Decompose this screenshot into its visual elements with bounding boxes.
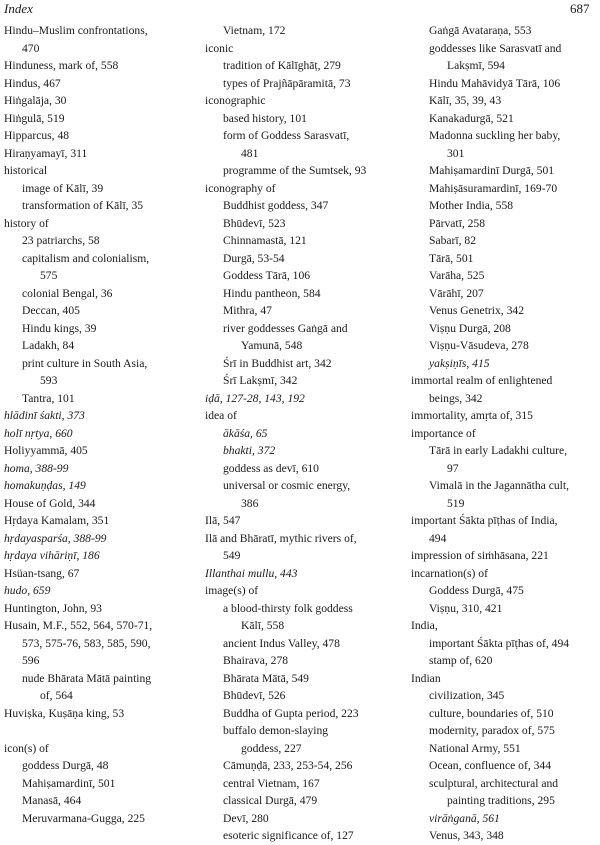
index-subentry: Meruvarmana-Gugga, 225: [22, 811, 145, 825]
entry-gap: [4, 722, 192, 740]
index-subentry: image of Kālī, 39: [22, 181, 104, 195]
index-entry: Hinduness, mark of, 558: [4, 59, 119, 72]
index-subentry: central Vietnam, 167: [223, 776, 320, 790]
index-subentry: Kālī, 35, 39, 43: [429, 94, 502, 107]
index-subentry: Bhārata Mātā, 549: [223, 671, 309, 685]
index-subentry: a blood-thirsty folk goddess: [223, 601, 353, 615]
index-subentry: Mahiṣāsuramardinī, 169-70: [429, 181, 558, 195]
running-header: Index: [4, 1, 33, 16]
index-entry-continuation: 596: [22, 654, 40, 667]
index-entry-continuation: Lakṣmī, 594: [447, 59, 505, 72]
index-entry: image(s) of: [205, 584, 259, 597]
index-subentry: Varāha, 525: [429, 269, 485, 282]
index-subentry: modernity, paradox of, 575: [429, 724, 555, 737]
index-column-2: [205, 22, 403, 845]
index-subentry: Mahiṣamardinī, 501: [22, 776, 116, 790]
index-entry-continuation: 593: [40, 374, 58, 387]
index-subentry: tradition of Kālīghāṭ, 279: [223, 59, 341, 72]
index-subentry: types of Prajñāpāramitā, 73: [223, 76, 351, 90]
index-subentry: culture, boundaries of, 510: [429, 706, 554, 720]
index-entry: iconic: [205, 41, 234, 55]
index-subentry: Bhūdevī, 526: [223, 689, 286, 702]
index-subentry: Sabarī, 82: [429, 234, 477, 247]
index-subentry: goddess Durgā, 48: [22, 759, 109, 772]
index-subentry: Bhairava, 278: [223, 654, 289, 667]
index-subentry: Śrī in Buddhist art, 342: [223, 356, 332, 370]
index-subentry: esoteric significance of, 127: [223, 829, 354, 842]
index-entry: Holiyyammā, 405: [4, 444, 88, 457]
index-subentry: Mother India, 558: [429, 199, 514, 212]
index-entry: idea of: [205, 409, 237, 422]
index-subentry: Venus Genetrix, 342: [429, 304, 524, 317]
index-subentry: Gaṅgā Avataraṇa, 553: [429, 24, 532, 37]
index-entry: icon(s) of: [4, 741, 49, 755]
index-subentry: bhakti, 372: [223, 444, 276, 457]
index-entry: holī nṛtya, 660: [4, 426, 73, 440]
index-subentry: ancient Indus Valley, 478: [223, 636, 340, 650]
index-subentry: Mahiṣamardinī Durgā, 501: [429, 164, 555, 177]
index-entry: incarnation(s) of: [411, 566, 488, 580]
index-entry: Hindu–Muslim confrontations,: [4, 24, 148, 37]
index-subentry: Durgā, 53-54: [223, 251, 285, 265]
index-subentry: Vietnam, 172: [223, 24, 286, 37]
index-subentry: Hindu Mahāvidyā Tārā, 106: [429, 76, 561, 90]
index-subentry: river goddesses Gaṅgā and: [223, 321, 348, 335]
index-subentry: goddess as devī, 610: [223, 461, 319, 475]
index-entry-continuation: Kālī, 558: [241, 619, 285, 632]
index-subentry: sculptural, architectural and: [429, 776, 559, 790]
index-subentry: yakṣiṇīs, 415: [429, 356, 490, 370]
index-column-3: [411, 22, 600, 845]
index-subentry: important Śākta pīṭhas of, 494: [429, 636, 570, 650]
index-entry: Illanthai mullu, 443: [205, 566, 298, 580]
index-subentry: Tārā in early Ladakhi culture,: [429, 444, 568, 457]
index-entry-continuation: 549: [223, 549, 241, 562]
index-subentry: virāṅganā, 561: [429, 811, 500, 825]
index-subentry: civilization, 345: [429, 689, 505, 702]
index-entry: Huviṣka, Kuṣāṇa king, 53: [4, 706, 125, 720]
index-subentry: Ladakh, 84: [22, 339, 75, 352]
index-subentry: Devī, 280: [223, 811, 269, 825]
index-entry: Indian: [411, 671, 441, 685]
index-entry-continuation: of, 564: [40, 689, 73, 702]
page-number: 687: [570, 1, 590, 16]
index-subentry: goddesses like Sarasvatī and: [429, 41, 562, 55]
index-entry: India,: [411, 619, 438, 632]
index-entry-continuation: 519: [447, 496, 465, 510]
index-entry-continuation: 386: [241, 496, 259, 510]
index-entry-continuation: goddess, 227: [241, 741, 302, 755]
index-subentry: Bhūdevī, 523: [223, 216, 286, 230]
index-entry: Huntington, John, 93: [4, 601, 102, 615]
index-subentry: stamp of, 620: [429, 654, 493, 667]
index-subentry: colonial Bengal, 36: [22, 286, 113, 300]
index-entry: impression of siṁhāsana, 221: [411, 549, 549, 562]
index-entry: Hṛdaya Kamalam, 351: [4, 514, 110, 527]
index-subentry: Śrī Lakṣmī, 342: [223, 374, 298, 387]
index-entry-continuation: beings, 342: [429, 391, 483, 405]
index-subentry: Manasā, 464: [22, 794, 82, 807]
index-subentry: Viṣṇu, 310, 421: [429, 601, 503, 615]
index-subentry: Goddess Durgā, 475: [429, 584, 524, 597]
index-entry: history of: [4, 216, 49, 230]
index-subentry: ākāśa, 65: [223, 426, 268, 440]
index-subentry: form of Goddess Sarasvatī,: [223, 129, 350, 142]
index-subentry: Tantra, 101: [22, 391, 75, 405]
index-entry: Hsüan-tsang, 67: [4, 566, 80, 580]
index-subentry: buffalo demon-slaying: [223, 724, 329, 737]
index-subentry: Viṣṇu Durgā, 208: [429, 321, 511, 335]
index-entry: importance of: [411, 426, 476, 440]
index-subentry: classical Durgā, 479: [223, 794, 318, 807]
index-entry: Hiṅgulā, 519: [4, 111, 65, 125]
index-subentry: Goddess Tārā, 106: [223, 269, 311, 282]
index-entry-continuation: painting traditions, 295: [447, 794, 555, 807]
index-entry: hṛdayasparśa, 388-99: [4, 531, 107, 545]
index-entry: iconography of: [205, 181, 276, 195]
index-entry-continuation: 494: [429, 531, 447, 545]
index-subentry: Buddha of Gupta period, 223: [223, 706, 359, 720]
index-entry-continuation: 481: [241, 146, 259, 160]
index-subentry: National Army, 551: [429, 741, 521, 755]
index-entry-continuation: 97: [447, 461, 459, 475]
index-entry: hudo, 659: [4, 584, 51, 597]
index-subentry: capitalism and colonialism,: [22, 251, 150, 265]
index-subentry: Deccan, 405: [22, 304, 80, 317]
index-entry: important Śākta pīṭhas of India,: [411, 514, 558, 527]
index-subentry: Venus, 343, 348: [429, 829, 504, 842]
index-subentry: Hindu pantheon, 584: [223, 286, 321, 300]
index-subentry: Vimalā in the Jagannātha cult,: [429, 479, 569, 492]
index-entry: Ilā and Bhāratī, mythic rivers of,: [205, 531, 357, 545]
index-subentry: Cāmuṇḍā, 233, 253-54, 256: [223, 759, 353, 772]
index-entry: Hiraṇyamayī, 311: [4, 146, 88, 160]
index-subentry: Chinnamastā, 121: [223, 234, 307, 247]
index-entry: hlādinī śakti, 373: [4, 409, 85, 422]
index-subentry: Hindu kings, 39: [22, 321, 97, 335]
index-subentry: Tārā, 501: [429, 251, 474, 265]
index-subentry: Madonna suckling her baby,: [429, 129, 561, 142]
index-entry-continuation: 573, 575-76, 583, 585, 590,: [22, 636, 151, 650]
index-entry: Husain, M.F., 552, 564, 570-71,: [4, 619, 153, 632]
index-entry: House of Gold, 344: [4, 496, 96, 510]
index-entry: iconographic: [205, 94, 266, 107]
index-entry: immortal realm of enlightened: [411, 374, 553, 387]
index-subentry: programme of the Sumtsek, 93: [223, 164, 367, 177]
index-subentry: nude Bhārata Mātā painting: [22, 671, 152, 685]
index-subentry: print culture in South Asia,: [22, 356, 148, 370]
index-subentry: Kanakadurgā, 521: [429, 111, 514, 125]
index-subentry: Viṣṇu-Vāsudeva, 278: [429, 339, 529, 352]
index-entry: Hindus, 467: [4, 76, 61, 90]
index-entry-continuation: 575: [40, 269, 58, 282]
index-subentry: Vārāhī, 207: [429, 286, 484, 300]
index-subentry: Buddhist goddess, 347: [223, 199, 329, 212]
index-subentry: Mithra, 47: [223, 304, 272, 317]
index-entry: homakuṇḍas, 149: [4, 479, 86, 492]
index-entry-continuation: 301: [447, 146, 465, 160]
index-subentry: transformation of Kālī, 35: [22, 199, 144, 212]
index-subentry: 23 patriarchs, 58: [22, 234, 100, 247]
index-entry-continuation: Yamunā, 548: [241, 339, 303, 352]
index-subentry: universal or cosmic energy,: [223, 479, 351, 492]
index-subentry: Ocean, confluence of, 344: [429, 759, 552, 772]
index-subentry: based history, 101: [223, 111, 307, 125]
index-entry: hṛdaya vihāriṇī, 186: [4, 549, 100, 562]
index-entry: homa, 388-99: [4, 461, 69, 475]
index-entry: Ilā, 547: [205, 514, 241, 527]
index-subentry: Pārvatī, 258: [429, 216, 486, 230]
index-entry: Hiṅgalāja, 30: [4, 94, 67, 107]
index-entry-continuation: 470: [22, 41, 40, 55]
index-entry: Hipparcus, 48: [4, 129, 70, 142]
index-column-1: [4, 22, 192, 827]
index-entry: immortality, amṛta of, 315: [411, 409, 533, 422]
index-entry: historical: [4, 164, 48, 177]
index-entry: iḍā, 127-28, 143, 192: [205, 391, 305, 405]
